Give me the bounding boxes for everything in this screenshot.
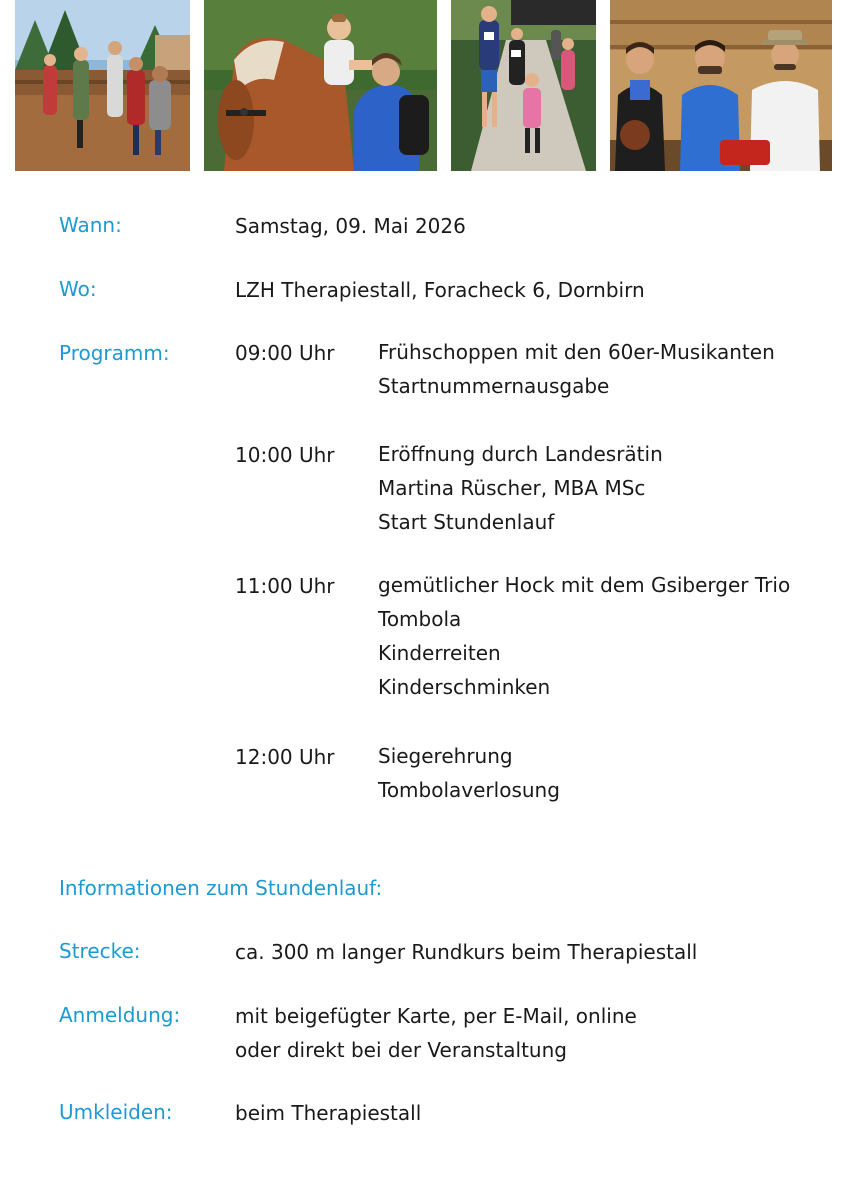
umkleiden-label: Umkleiden: xyxy=(59,1100,173,1124)
program-item: Tombolaverlosung xyxy=(378,778,560,802)
program-items-0900 xyxy=(378,335,775,403)
program-items-1200 xyxy=(378,739,560,807)
info-heading: Informationen zum Stundenlauf: xyxy=(59,876,383,900)
strecke-value: ca. 300 m langer Rundkurs beim Therapiestall xyxy=(235,940,698,964)
program-item: Frühschoppen mit den 60er-Musikanten xyxy=(378,340,775,364)
program-item: Kinderreiten xyxy=(378,641,501,665)
anmeldung-value xyxy=(235,999,637,1067)
wo-value: LZH Therapiestall, Foracheck 6, Dornbirn xyxy=(235,278,645,302)
strecke-label: Strecke: xyxy=(59,939,141,963)
program-time-1200: 12:00 Uhr xyxy=(235,745,335,769)
anmeldung-label: Anmeldung: xyxy=(59,1003,181,1027)
program-time-1100: 11:00 Uhr xyxy=(235,574,335,598)
wo-label: Wo: xyxy=(59,277,97,301)
grill-team-photo xyxy=(610,0,832,171)
program-time-0900: 09:00 Uhr xyxy=(235,341,335,365)
program-item: Eröffnung durch Landesrätin xyxy=(378,442,663,466)
program-items-1100 xyxy=(378,568,790,704)
program-item: gemütlicher Hock mit dem Gsiberger Trio xyxy=(378,573,791,597)
program-time-1000: 10:00 Uhr xyxy=(235,443,335,467)
programm-label: Programm: xyxy=(59,341,170,365)
child-on-horse-photo xyxy=(204,0,437,171)
umkleiden-value: beim Therapiestall xyxy=(235,1101,422,1125)
anmeldung-line: mit beigefügter Karte, per E-Mail, online xyxy=(235,1004,637,1028)
program-item: Martina Rüscher, MBA MSc xyxy=(378,476,646,500)
anmeldung-line: oder direkt bei der Veranstaltung xyxy=(235,1038,567,1062)
program-item: Startnummernausgabe xyxy=(378,374,610,398)
runners-on-path-photo xyxy=(451,0,596,171)
program-item: Start Stundenlauf xyxy=(378,510,555,534)
program-item: Kinderschminken xyxy=(378,675,551,699)
children-running-photo xyxy=(15,0,190,171)
program-items-1000 xyxy=(378,437,663,539)
wann-label: Wann: xyxy=(59,213,122,237)
program-item: Tombola xyxy=(378,607,462,631)
program-item: Siegerehrung xyxy=(378,744,513,768)
wann-value: Samstag, 09. Mai 2026 xyxy=(235,214,466,238)
